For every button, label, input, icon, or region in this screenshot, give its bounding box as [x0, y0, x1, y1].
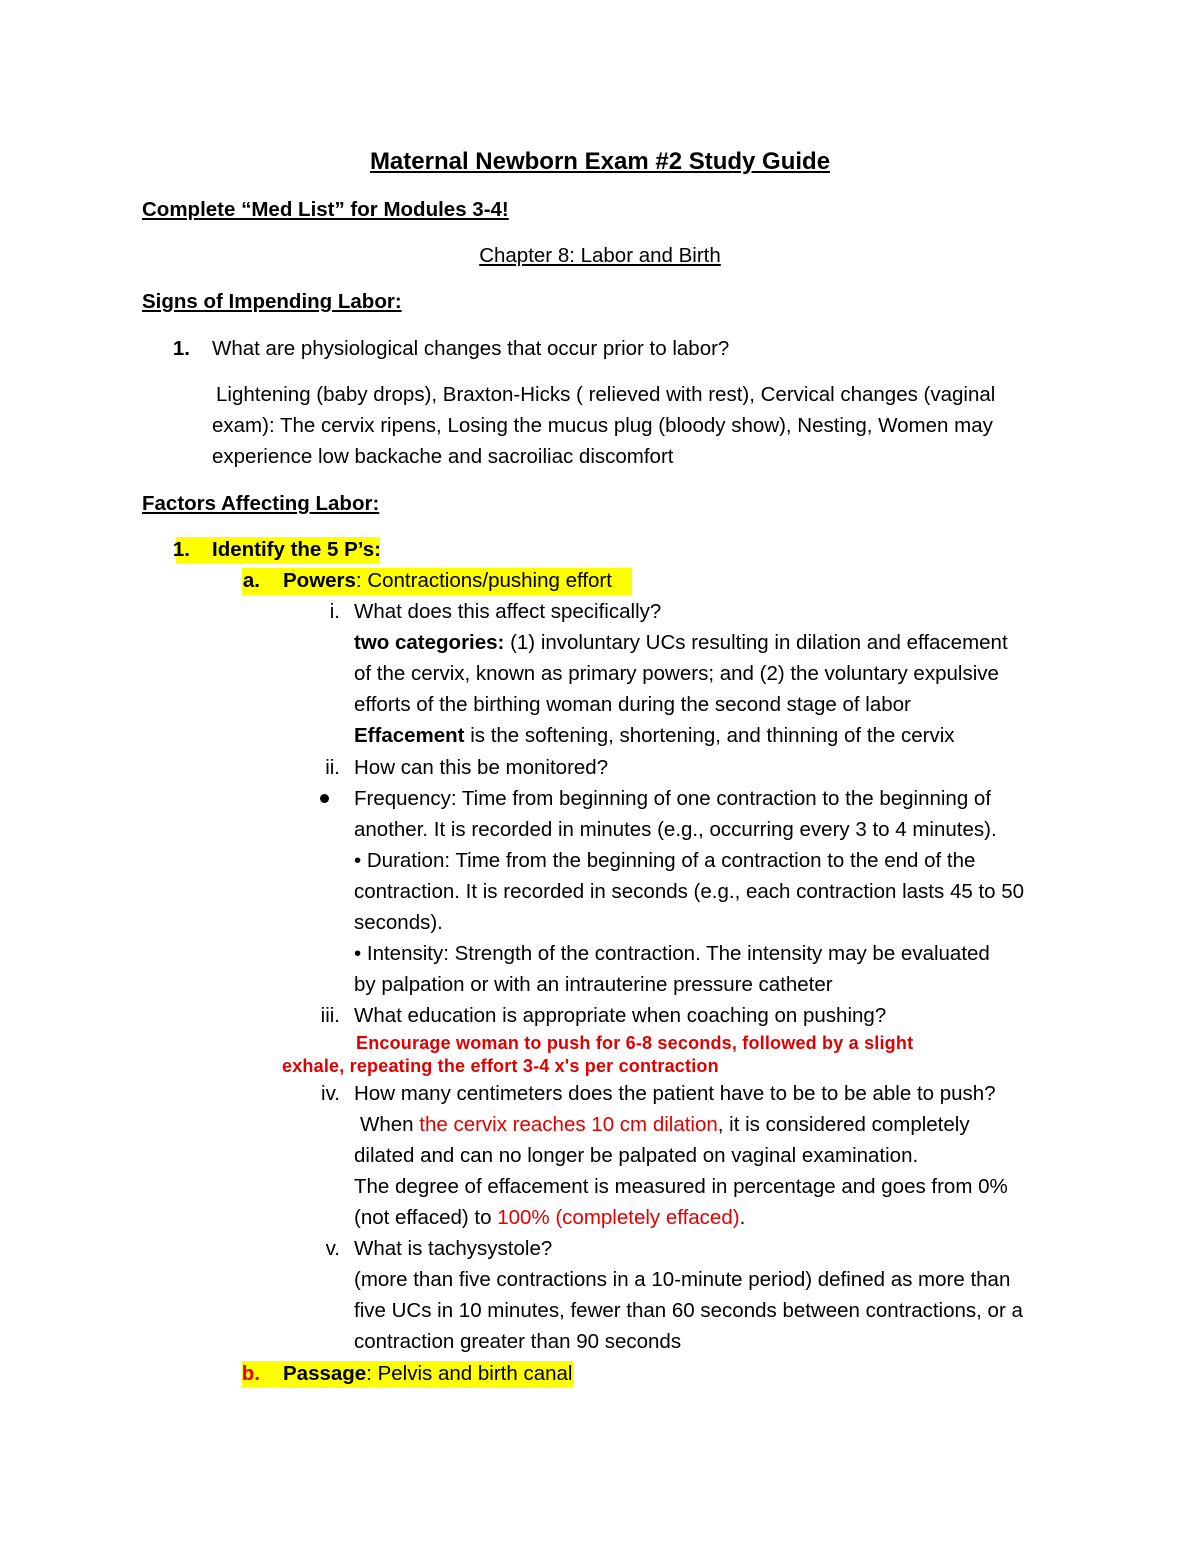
q1-answer-line: exam): The cervix ripens, Losing the mucus plug (bloody show), Nesting, Women may: [212, 414, 993, 437]
powers-text: : Contractions/pushing effort: [355, 569, 612, 592]
iv-red-text: the cervix reaches 10 cm dilation: [419, 1113, 718, 1136]
duration-line: contraction. It is recorded in seconds (e.g., each contraction lasts 45 to 50: [354, 880, 1025, 903]
q1-answer-line: experience low backache and sacroiliac discomfort: [212, 445, 674, 468]
i-bold-label: two categories:: [354, 631, 505, 654]
signs-heading: Signs of Impending Labor:: [142, 290, 402, 313]
i-marker: i.: [329, 600, 340, 623]
v-answer-line: contraction greater than 90 seconds: [354, 1330, 682, 1353]
i-answer-line: efforts of the birthing woman during the second stage of labor: [354, 693, 911, 716]
iv-answer-line: The degree of effacement is measured in percentage and goes from 0%: [354, 1175, 1008, 1198]
powers-marker: a.: [242, 569, 260, 592]
iv-line4-a: (not effaced) to: [354, 1206, 498, 1229]
iii-question: What education is appropriate when coaching on pushing?: [354, 1004, 887, 1027]
intensity-line: • Intensity: Strength of the contraction. The intensity may be evaluated: [354, 942, 990, 965]
q1-question: What are physiological changes that occur prior to labor?: [212, 337, 730, 360]
iii-answer-line: Encourage woman to push for 6-8 seconds, followed by a slight: [356, 1033, 914, 1053]
effacement-bold: Effacement: [354, 724, 465, 747]
passage-label: Passage: [283, 1362, 367, 1385]
i-answer-line: [354, 631, 1008, 655]
frequency-line: another. It is recorded in minutes (e.g., occurring every 3 to 4 minutes).: [354, 818, 997, 841]
ii-question: How can this be monitored?: [354, 756, 609, 779]
chapter-heading: Chapter 8: Labor and Birth: [479, 244, 721, 267]
bullet-icon: [320, 794, 329, 803]
powers-label: Powers: [283, 569, 356, 592]
duration-line: seconds).: [354, 911, 443, 934]
iv-rest: , it is considered completely: [717, 1113, 970, 1136]
v-question: What is tachysystole?: [354, 1237, 553, 1260]
iii-marker: iii.: [320, 1004, 340, 1027]
passage-line: [283, 1362, 572, 1386]
i-answer-rest: (1) involuntary UCs resulting in dilation and effacement: [504, 631, 1008, 654]
iv-marker: iv.: [321, 1082, 340, 1105]
iv-line4-b: .: [739, 1206, 746, 1229]
iv-answer-line: [360, 1113, 970, 1137]
i-answer-line: of the cervix, known as primary powers; and (2) the voluntary expulsive: [354, 662, 999, 685]
q1-marker: 1.: [172, 337, 190, 360]
i-question: What does this affect specifically?: [354, 600, 662, 623]
factors-heading: Factors Affecting Labor:: [142, 492, 380, 515]
iv-when: When: [360, 1113, 420, 1136]
powers-line: [283, 569, 612, 593]
ii-marker: ii.: [325, 756, 340, 779]
q1-answer-line: Lightening (baby drops), Braxton-Hicks ( relieved with rest), Cervical changes (vaginal: [216, 383, 996, 406]
v-answer-line: (more than five contractions in a 10-minute period) defined as more than: [354, 1268, 1011, 1291]
iv-question: How many centimeters does the patient have to be to be able to push?: [354, 1082, 996, 1105]
effacement-rest: is the softening, shortening, and thinning of the cervix: [464, 724, 955, 747]
iv-line4-red: 100% (completely effaced): [497, 1206, 740, 1229]
v-answer-line: five UCs in 10 minutes, fewer than 60 seconds between contractions, or a: [354, 1299, 1023, 1322]
p5-heading: Identify the 5 P’s:: [212, 538, 381, 561]
effacement-line: [354, 724, 955, 748]
passage-marker: b.: [241, 1362, 260, 1385]
page-title: Maternal Newborn Exam #2 Study Guide: [369, 148, 831, 175]
intensity-line: by palpation or with an intrauterine pressure catheter: [354, 973, 833, 996]
duration-line: • Duration: Time from the beginning of a contraction to the end of the: [354, 849, 976, 872]
passage-text: : Pelvis and birth canal: [366, 1362, 573, 1385]
iv-answer-line: [354, 1206, 745, 1230]
v-marker: v.: [325, 1237, 340, 1260]
iii-answer-line: exhale, repeating the effort 3-4 x's per contraction: [282, 1056, 719, 1076]
p5-marker: 1.: [172, 538, 190, 561]
iv-answer-line: dilated and can no longer be palpated on vaginal examination.: [354, 1144, 919, 1167]
frequency-line: Frequency: Time from beginning of one contraction to the beginning of: [354, 787, 992, 810]
med-list-note: Complete “Med List” for Modules 3-4!: [142, 198, 509, 221]
